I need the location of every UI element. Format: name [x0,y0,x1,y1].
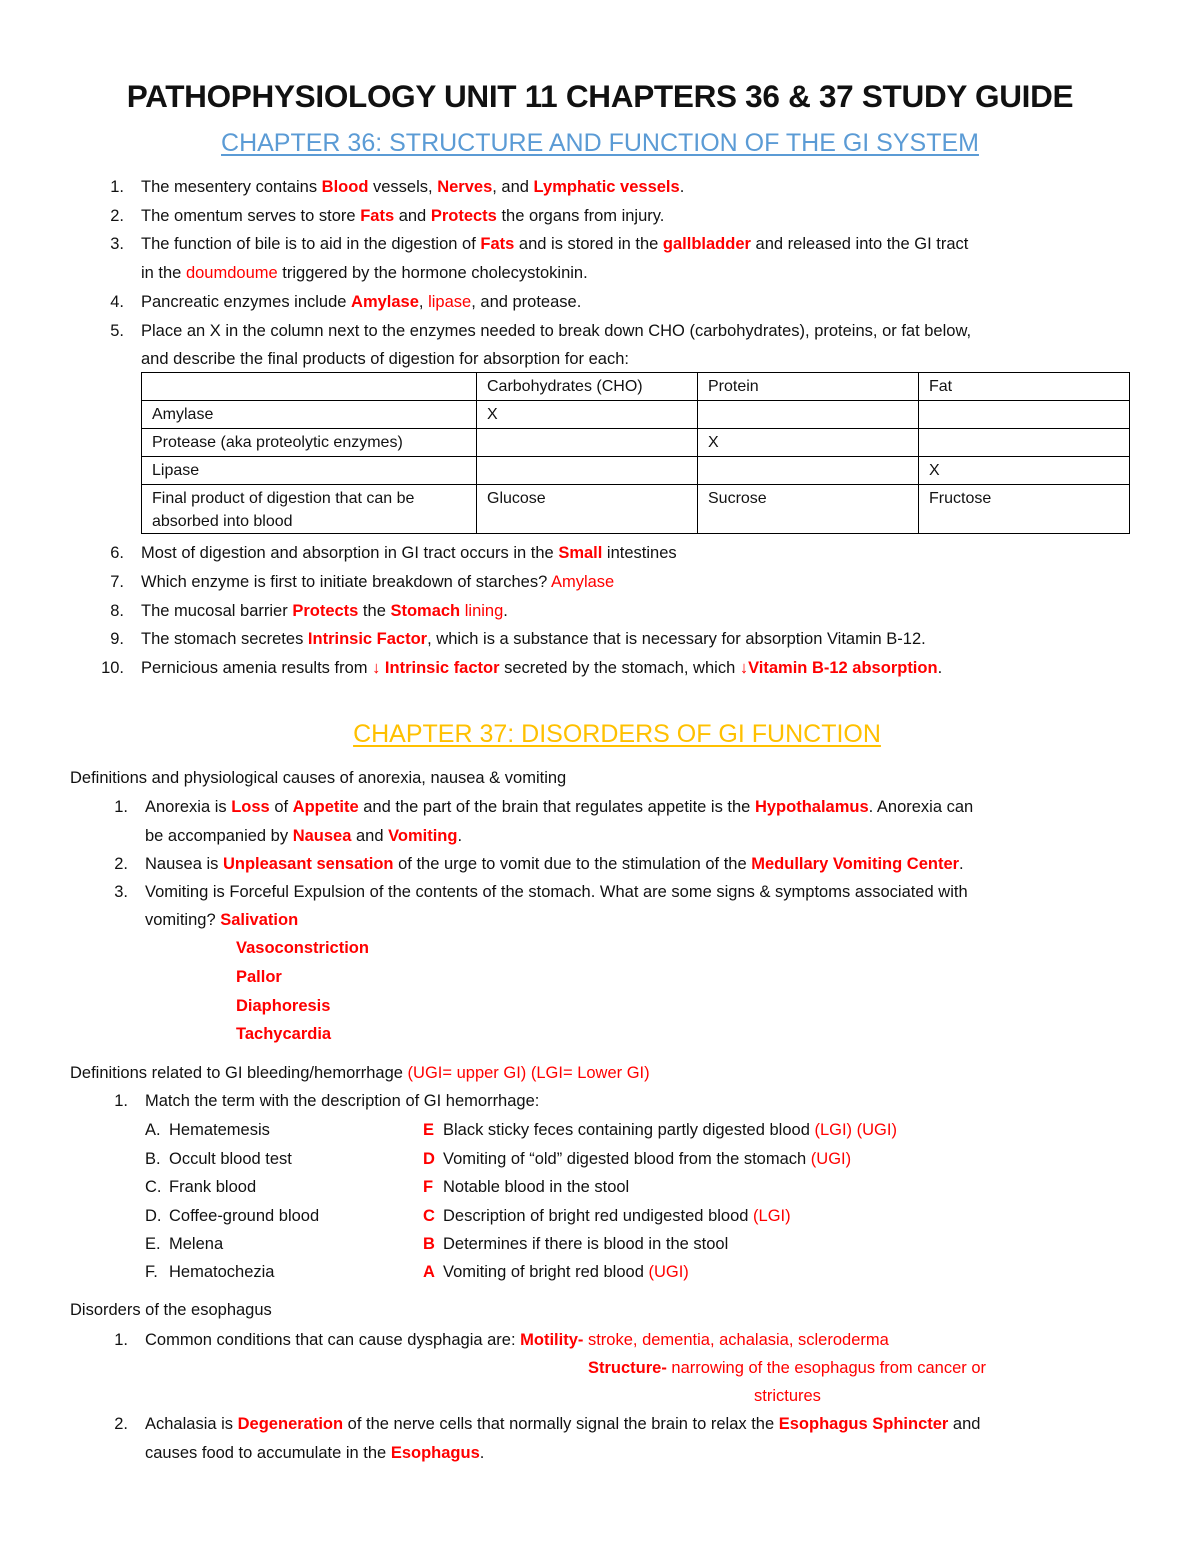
table-header-row [142,373,1130,401]
match-term-letter: B. [145,1150,161,1168]
highlighted-answer: Nerves [437,178,493,196]
text-segment: the [358,602,391,620]
text-segment: Place an X in the column next to the enzymes needed to break down CHO (carbohydrates), proteins, or fat below, [141,322,972,340]
symptom [236,1024,331,1044]
highlighted-answer: Diaphoresis [236,997,331,1015]
highlighted-answer: Vasoconstriction [236,939,369,957]
text-segment: The mucosal barrier [141,602,293,620]
text-segment: . [503,602,508,620]
symptom [236,996,330,1016]
table-cell: Protease (aka proteolytic enzymes) [142,429,477,457]
match-term: Frank blood [169,1178,257,1196]
match-description-text: Vomiting of “old” digested blood from the stomach [443,1150,811,1168]
text-segment: . [479,1444,485,1462]
highlighted-answer: Pallor [236,968,282,986]
match-description-text: Notable blood in the stool [443,1178,630,1196]
item-number: 10. [101,659,124,677]
match-term: Coffee-ground blood [169,1207,320,1225]
match-description [443,1149,851,1169]
highlighted-answer: stroke, dementia, achalasia, scleroderma [583,1331,889,1349]
highlighted-answer: narrowing of the esophagus from cancer or [666,1359,987,1377]
highlighted-answer: Fats [360,207,395,225]
text-segment: vessels, [368,178,438,196]
table-row [142,429,1130,457]
text-segment: , which is a substance that is necessary for absorption Vitamin B-12. [427,630,926,648]
match-tag: (UGI) [648,1263,689,1281]
text-segment: in the [141,264,186,282]
text-segment: The function of bile is to aid in the digestion of [141,235,481,253]
list-item [141,629,926,649]
text-segment: Achalasia is [145,1415,238,1433]
table-cell [477,429,698,457]
list-item [145,1414,980,1434]
text-segment: and is stored in the [514,235,663,253]
highlighted-answer: Vomiting [388,827,458,845]
list-item [141,292,581,312]
item-number: 5. [110,322,124,340]
highlighted-answer: Blood [321,178,369,196]
table-cell [698,401,919,429]
text-segment: of [269,798,293,816]
list-item-continuation [588,1358,986,1378]
text-segment: and [948,1415,981,1433]
chapter-36-heading-text: CHAPTER 36: STRUCTURE AND FUNCTION OF THE GI SYSTEM [221,129,979,157]
text-segment: the organs from injury. [496,207,665,225]
highlighted-answer: Amylase [550,573,615,591]
highlighted-answer: Loss [231,798,270,816]
symptom [236,967,282,987]
text-segment: Definitions related to GI bleeding/hemorrhage [70,1064,408,1082]
item-number: 1. [114,1331,128,1349]
highlighted-answer: Esophagus Sphincter [778,1415,949,1433]
match-answer: F [423,1178,434,1196]
table-cell: X [919,457,1130,485]
text-segment: causes food to accumulate in the [145,1444,391,1462]
section-intro: Definitions and physiological causes of anorexia, nausea & vomiting [70,769,567,787]
list-item-continuation [145,910,298,930]
highlighted-answer: Tachycardia [236,1025,332,1043]
match-tag: (LGI) (UGI) [814,1121,897,1139]
text-segment: Pancreatic enzymes include [141,293,352,311]
text-segment: . [679,178,685,196]
table-cell: Glucose [477,485,698,534]
match-description-text: Black sticky feces containing partly digested blood [443,1121,815,1139]
enzyme-table [141,372,1130,534]
list-item [141,658,942,678]
match-description-text: Description of bright red undigested blood [443,1207,754,1225]
list-item [141,321,971,341]
list-item-continuation [141,349,629,369]
table-cell: X [477,401,698,429]
text-segment: , [418,293,429,311]
list-item [141,234,968,254]
item-number: 4. [110,293,124,311]
table-header-cell: Fat [919,373,1130,401]
list-item [141,177,684,197]
match-description [443,1206,791,1226]
item-number: 1. [114,1092,128,1110]
highlighted-answer: Nausea [292,827,352,845]
match-term: Hematochezia [169,1263,275,1281]
highlighted-answer: ↓ Intrinsic factor [372,659,500,677]
highlighted-answer: Structure- [588,1359,667,1377]
match-term-letter: D. [145,1207,162,1225]
list-item [141,601,508,621]
table-cell: Amylase [142,401,477,429]
text-segment: The mesentery contains [141,178,322,196]
table-cell [477,457,698,485]
text-segment: triggered by the hormone cholecystokinin. [277,264,588,282]
match-description [443,1262,689,1282]
table-cell: Sucrose [698,485,919,534]
match-term-letter: C. [145,1178,162,1196]
match-term: Hematemesis [169,1121,270,1139]
match-description [443,1120,897,1140]
text-segment: . Anorexia can [868,798,974,816]
highlighted-answer: Degeneration [237,1415,344,1433]
text-segment: . [457,827,463,845]
text-segment: Most of digestion and absorption in GI tract occurs in the [141,544,559,562]
text-segment: . [937,659,943,677]
list-item [141,206,664,226]
chapter-37-heading-text: CHAPTER 37: DISORDERS OF GI FUNCTION [353,720,881,748]
match-answer: E [423,1121,435,1139]
text-segment: and released into the GI tract [750,235,969,253]
highlighted-answer: ↓Vitamin B-12 absorption [739,659,938,677]
text-segment: The stomach secretes [141,630,308,648]
highlighted-answer: Motility- [520,1331,584,1349]
table-cell [919,429,1130,457]
match-term: Melena [169,1235,224,1253]
text-segment: of the nerve cells that normally signal the brain to relax the [343,1415,779,1433]
highlighted-answer: (UGI= upper GI) (LGI= Lower GI) [407,1064,650,1082]
highlighted-answer: strictures [754,1387,821,1405]
match-term-letter: F. [145,1263,158,1281]
table-header-cell: Carbohydrates (CHO) [477,373,698,401]
item-number: 8. [110,602,124,620]
text-segment: Common conditions that can cause dysphagia are: [145,1331,521,1349]
table-cell: Final product of digestion that can be absorbed into blood [142,485,477,534]
item-number: 7. [110,573,124,591]
chapter-37-heading [0,719,1200,749]
highlighted-answer: lining [464,602,504,620]
text-segment: and the part of the brain that regulates appetite is the [358,798,755,816]
highlighted-answer: Stomach [390,602,461,620]
text-segment: intestines [602,544,677,562]
list-item [141,572,614,592]
table-row [142,485,1130,534]
list-item-continuation [754,1386,821,1406]
item-number: 6. [110,544,124,562]
match-answer: B [423,1235,435,1253]
symptom [236,938,369,958]
text-segment: . [959,855,964,873]
highlighted-answer: Salivation [220,911,299,929]
highlighted-answer: Fats [480,235,515,253]
text-segment: Anorexia is [145,798,232,816]
highlighted-answer: lipase [428,293,472,311]
item-number: 2. [114,1415,128,1433]
highlighted-answer: Hypothalamus [754,798,869,816]
highlighted-answer: Appetite [292,798,359,816]
highlighted-answer: Intrinsic Factor [307,630,428,648]
text-segment: and describe the final products of digestion for absorption for each: [141,350,629,368]
match-description [443,1177,629,1197]
chapter-36-heading [0,128,1200,158]
match-description [443,1234,728,1254]
item-number: 2. [110,207,124,225]
list-item-continuation [141,263,588,283]
match-term-letter: E. [145,1235,161,1253]
text-segment: secreted by the stomach, which [499,659,740,677]
section-intro: Disorders of the esophagus [70,1301,272,1319]
table-row [142,457,1130,485]
text-segment: , and protease. [471,293,582,311]
match-tag: (UGI) [810,1150,852,1168]
item-number: 2. [114,855,128,873]
highlighted-answer: Medullary Vomiting Center [751,855,960,873]
item-number: 1. [114,798,128,816]
text-segment: Nausea is [145,855,223,873]
text-segment: The omentum serves to store [141,207,361,225]
table-cell: X [698,429,919,457]
match-description-text: Determines if there is blood in the stool [443,1235,729,1253]
document-title: PATHOPHYSIOLOGY UNIT 11 CHAPTERS 36 & 37 STUDY GUIDE [126,78,1074,114]
match-answer: A [423,1263,435,1281]
highlighted-answer: Unpleasant sensation [222,855,394,873]
table-header-cell: Protein [698,373,919,401]
text-segment: Vomiting is Forceful Expulsion of the contents of the stomach. What are some signs & symptoms associated with [145,883,968,901]
list-item [145,854,964,874]
list-item: Match the term with the description of GI hemorrhage: [145,1092,540,1110]
list-item-continuation [145,826,462,846]
highlighted-answer: doumdoume [185,264,278,282]
table-cell [919,401,1130,429]
match-term: Occult blood test [169,1150,292,1168]
list-item [145,882,968,902]
list-item-continuation [145,1443,484,1463]
highlighted-answer: gallbladder [662,235,751,253]
text-segment: of the urge to vomit due to the stimulation of the [393,855,752,873]
text-segment: vomiting? [145,911,221,929]
text-segment: be accompanied by [145,827,293,845]
section-intro [70,1063,650,1083]
item-number: 1. [110,178,124,196]
list-item [145,797,973,817]
match-term-letter: A. [145,1121,161,1139]
text-segment: and [394,207,431,225]
match-answer: D [423,1150,435,1168]
highlighted-answer: Protects [430,207,497,225]
highlighted-answer: Amylase [351,293,419,311]
item-number: 3. [110,235,124,253]
match-tag: (LGI) [753,1207,791,1225]
table-cell: Lipase [142,457,477,485]
match-answer: C [423,1207,435,1225]
text-segment: and [351,827,389,845]
table-cell: Fructose [919,485,1130,534]
highlighted-answer: Lymphatic vessels [533,178,680,196]
text-segment: Pernicious amenia results from [141,659,373,677]
list-item [141,543,677,563]
item-number: 3. [114,883,128,901]
highlighted-answer: Protects [292,602,359,620]
table-row [142,401,1130,429]
text-segment: Which enzyme is first to initiate breakdown of starches? [141,573,551,591]
highlighted-answer: Small [558,544,603,562]
match-description-text: Vomiting of bright red blood [443,1263,649,1281]
highlighted-answer: Esophagus [390,1444,480,1462]
text-segment: , and [492,178,534,196]
item-number: 9. [110,630,124,648]
table-cell [698,457,919,485]
table-header-cell [142,373,477,401]
list-item [145,1330,889,1350]
